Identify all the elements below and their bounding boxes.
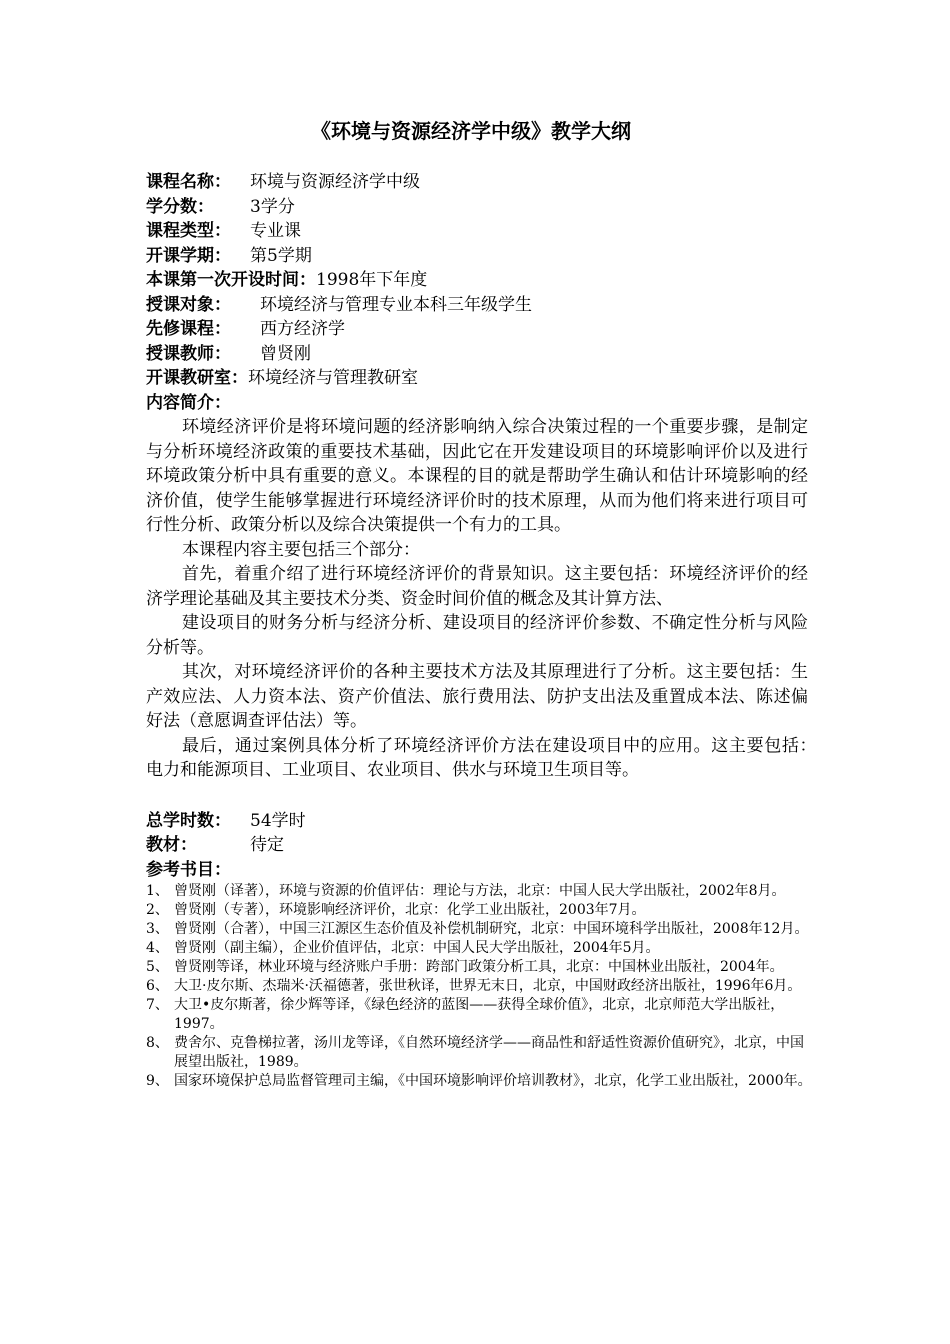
field-department: [146, 366, 816, 391]
reference-text: 国家环境保护总局监督管理司主编，《中国环境影响评价培训教材》，北京，化学工业出版社，2000年。: [174, 1073, 812, 1089]
field-label: 本课第一次开设时间：: [146, 270, 316, 290]
reference-list: [146, 882, 816, 1091]
field-label: 参考书目：: [146, 859, 231, 880]
field-label: 开课教研室：: [146, 368, 248, 388]
intro-paragraph: 建设项目的财务分析与经济分析、建设项目的经济评价参数、不确定性分析与风险分析等。: [146, 613, 808, 658]
field-value: 专业课: [250, 221, 301, 241]
field-value: 54学时: [250, 810, 306, 831]
reference-number: 6、: [146, 978, 169, 994]
reference-item: [146, 939, 816, 958]
field-value: 1998年下年度: [316, 270, 428, 290]
field-value: 环境经济与管理专业本科三年级学生: [260, 294, 532, 315]
field-prerequisite: [146, 317, 816, 342]
field-value: 第5学期: [250, 245, 312, 266]
field-label: 授课教师：: [146, 343, 231, 364]
field-semester: [146, 244, 816, 269]
reference-number: 7、: [146, 997, 169, 1013]
references-heading: [146, 858, 816, 883]
reference-item: [146, 977, 816, 996]
reference-number: 8、: [146, 1035, 169, 1051]
field-textbook: [146, 833, 816, 858]
reference-text: 大卫•皮尔斯著，徐少辉等译，《绿色经济的蓝图——获得全球价值》，北京，北京师范大学出版社，1997。: [174, 997, 785, 1032]
reference-text: 曾贤刚（合著），中国三江源区生态价值及补偿机制研究，北京：中国环境科学出版社，2008年12月。: [174, 921, 809, 937]
reference-item: [146, 1034, 816, 1072]
intro-paragraph: 最后，通过案例具体分析了环境经济评价方法在建设项目中的应用。这主要包括： 电力和能源项目、工业项目、农业项目、供水与环境卫生项目等。: [146, 735, 825, 780]
field-first-offered: [146, 268, 816, 293]
reference-number: 1、: [146, 883, 169, 899]
intro-paragraph: 其次，对环境经济评价的各种主要技术方法及其原理进行了分析。这主要包括：生产效应法、人力资本法、资产价值法、旅行费用法、防护支出法及重置成本法、陈述偏好法（意愿调查评估法）等。: [146, 662, 808, 731]
reference-number: 2、: [146, 902, 169, 918]
intro-paragraph: 本课程内容主要包括三个部分：: [182, 539, 420, 560]
document-page: [146, 118, 825, 1091]
field-audience: [146, 293, 816, 318]
intro-paragraph: 首先，着重介绍了进行环境经济评价的背景知识。这主要包括：环境经济评价的经济学理论基础及其主要技术分类、资金时间价值的概念及其计算方法、: [146, 564, 808, 609]
reference-item: [146, 901, 816, 920]
intro-section: [146, 415, 825, 783]
field-label: 教材：: [146, 835, 197, 855]
reference-item: [146, 1072, 816, 1091]
reference-text: 大卫·皮尔斯、杰瑞米·沃福德著，张世秋译，世界无末日，北京，中国财政经济出版社，1996年6月。: [174, 978, 802, 994]
reference-item: [146, 996, 816, 1034]
reference-item: [146, 882, 816, 901]
field-label: 授课对象：: [146, 294, 231, 315]
field-value: 环境与资源经济学中级: [250, 172, 420, 192]
reference-text: 曾贤刚等译，林业环境与经济账户手册：跨部门政策分析工具，北京：中国林业出版社，2004年。: [174, 959, 784, 975]
reference-number: 3、: [146, 921, 169, 937]
field-label: 开课学期：: [146, 245, 231, 266]
field-credits: [146, 195, 816, 220]
field-value: 3学分: [250, 196, 295, 217]
field-label: 课程名称：: [146, 172, 231, 192]
intro-paragraph: 环境经济评价是将环境问题的经济影响纳入综合决策过程的一个重要步骤，是制定与分析环境经济政策的重要技术基础，因此它在开发建设项目的环境影响评价以及进行环境政策分析中具有重要的意义。本课程的目的就是帮助学生确认和估计环境影响的经济价值，使学生能够掌握进行环境经济评价时的技术原理，从而为他们将来进行项目可行性分析、政策分析以及综合决策提供一个有力的工具。: [146, 417, 808, 535]
reference-item: [146, 958, 816, 977]
field-value: 环境经济与管理教研室: [248, 368, 418, 388]
reference-text: 曾贤刚（副主编），企业价值评估，北京：中国人民大学出版社，2004年5月。: [174, 940, 660, 956]
field-course-name: [146, 170, 816, 195]
field-teacher: [146, 342, 816, 367]
reference-text: 费舍尔、克鲁梯拉著，汤川龙等译，《自然环境经济学——商品性和舒适性资源价值研究》，北京，中国展望出版社，1989。: [174, 1035, 804, 1070]
reference-text: 曾贤刚（译著），环境与资源的价值评估：理论与方法，北京：中国人民大学出版社，2002年8月。: [174, 883, 786, 899]
course-info: [146, 170, 816, 415]
reference-number: 9、: [146, 1073, 169, 1089]
field-value: 曾贤刚: [260, 343, 311, 364]
field-label: 总学时数：: [146, 810, 231, 831]
field-label: 内容简介：: [146, 392, 231, 413]
field-label: 先修课程：: [146, 319, 231, 339]
reference-number: 5、: [146, 959, 169, 975]
field-total-hours: [146, 809, 816, 834]
field-label: 课程类型：: [146, 221, 231, 241]
field-label: 学分数：: [146, 196, 214, 217]
field-value: 西方经济学: [260, 319, 345, 339]
field-intro-heading: [146, 391, 816, 416]
field-value: 待定: [250, 835, 284, 855]
reference-item: [146, 920, 816, 939]
reference-number: 4、: [146, 940, 169, 956]
field-course-type: [146, 219, 816, 244]
reference-text: 曾贤刚（专著），环境影响经济评价，北京：化学工业出版社，2003年7月。: [174, 902, 646, 918]
spacer: [146, 783, 816, 809]
document-title: 《环境与资源经济学中级》教学大纲: [311, 119, 631, 143]
